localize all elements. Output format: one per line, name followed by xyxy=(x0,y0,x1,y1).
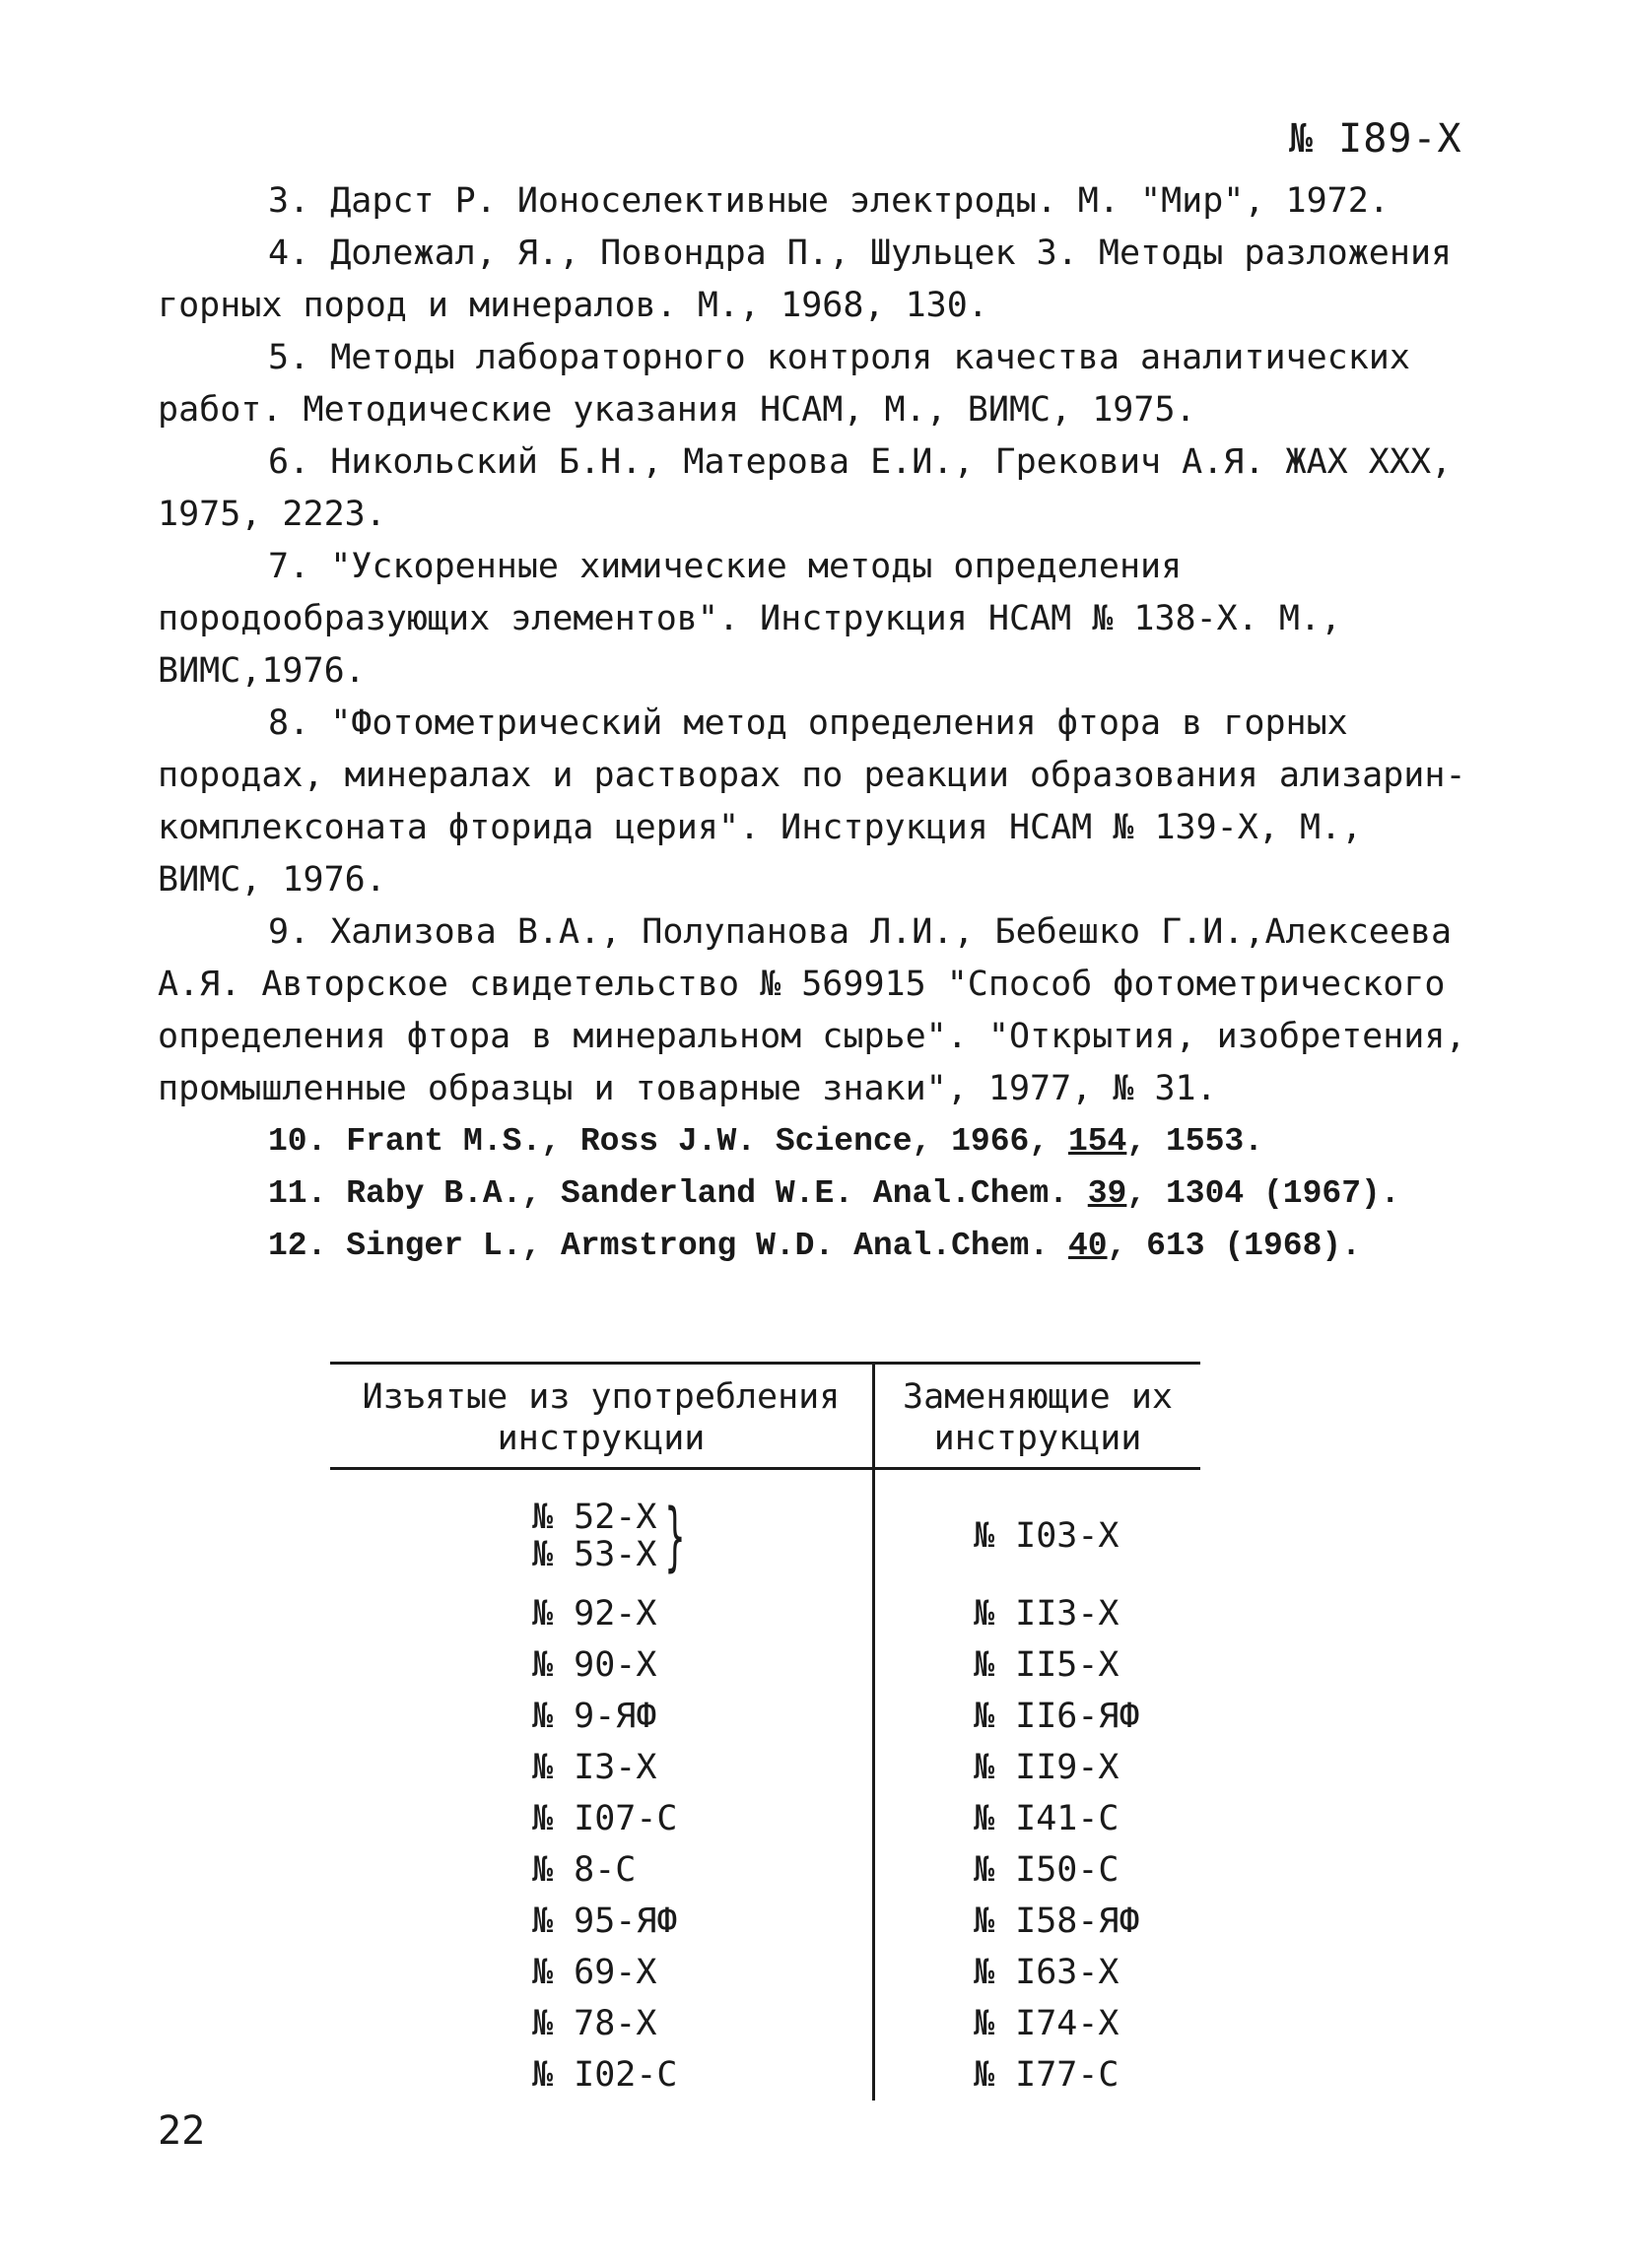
reference-citation: 11. Raby B.A., Sanderland W.E. Anal.Chem. xyxy=(268,1175,1088,1212)
reference-volume: 40 xyxy=(1067,1228,1108,1264)
table-row xyxy=(330,1691,1200,1742)
table-row xyxy=(330,1639,1200,1691)
replacement-cell: № II5-Х xyxy=(974,1645,1120,1685)
reference-item: 5. Методы лабораторного контроля качества аналитических работ. Методические указания НСАМ, М., ВИМС, 1975. xyxy=(158,338,1410,430)
reference-item-latin xyxy=(158,1115,1468,1167)
withdrawn-cell: № I02-С xyxy=(330,2049,874,2101)
replacement-cell: № I77-С xyxy=(974,2055,1120,2095)
replacement-cell: № I50-С xyxy=(974,1850,1120,1890)
reference-item: 6. Никольский Б.Н., Матерова Е.И., Грекович А.Я. ЖАХ XXX, 1975, 2223. xyxy=(158,442,1453,534)
reference-pages: , 1553. xyxy=(1126,1123,1263,1160)
reference-item: 4. Долежал, Я., Повондра П., Шульцек З. Методы разложения горных пород и минералов. М., 1968, 130. xyxy=(158,233,1453,325)
reference-list xyxy=(158,175,1468,1272)
reference-volume: 154 xyxy=(1067,1123,1127,1160)
reference-citation: 12. Singer L., Armstrong W.D. Anal.Chem. xyxy=(268,1228,1068,1264)
reference-volume: 39 xyxy=(1087,1175,1127,1212)
document-number: № I89-X xyxy=(1289,116,1462,162)
table-row xyxy=(330,2049,1200,2101)
withdrawn-cell xyxy=(330,1469,874,1589)
replacement-column-header: Заменяющие их инструкции xyxy=(874,1364,1201,1469)
replacement-table xyxy=(330,1362,1200,2101)
withdrawn-cell: № 8-С xyxy=(330,1844,874,1896)
reference-item: 7. "Ускоренные химические методы определения породообразующих элементов". Инструкция НСАМ № 138-Х. М., ВИМС,1976. xyxy=(158,547,1342,691)
reference-item: 9. Хализова В.А., Полупанова Л.И., Бебешко Г.И.,Алексеева А.Я. Авторское свидетельство № 569915 "Способ фотометрического определения фтора в минеральном сырье". "Открытия, изобретения, промышленные образцы и товарные знаки", 1977, № 31. xyxy=(158,912,1466,1108)
table-row xyxy=(330,1998,1200,2049)
withdrawn-value: № 52-Х xyxy=(532,1498,657,1537)
withdrawn-cell: № I3-Х xyxy=(330,1742,874,1793)
reference-pages: , 1304 (1967). xyxy=(1126,1175,1400,1212)
table-row xyxy=(330,1469,1200,1589)
replacement-cell: № I74-Х xyxy=(974,2004,1120,2043)
withdrawn-value: № 53-Х xyxy=(532,1535,657,1574)
withdrawn-cell: № 95-ЯФ xyxy=(330,1896,874,1947)
reference-item: 3. Дарст Р. Ионоселективные электроды. М. "Мир", 1972. xyxy=(268,181,1390,221)
withdrawn-cell: № 92-Х xyxy=(330,1588,874,1639)
withdrawn-pair xyxy=(532,1499,656,1573)
page-number: 22 xyxy=(158,2108,206,2154)
table-row xyxy=(330,1947,1200,1998)
reference-citation: 10. Frant M.S., Ross J.W. Science, 1966, xyxy=(268,1123,1068,1160)
reference-item: 8. "Фотометрический метод определения фтора в горных породах, минералах и растворах по реакции образования ализарин-комплексоната фторида церия". Инструкция НСАМ № 139-Х, М., ВИМС, 1976. xyxy=(158,703,1466,900)
table-row xyxy=(330,1793,1200,1844)
replacement-cell: № II6-ЯФ xyxy=(974,1697,1140,1736)
withdrawn-cell: № I07-С xyxy=(330,1793,874,1844)
table-row xyxy=(330,1896,1200,1947)
reference-pages: , 613 (1968). xyxy=(1107,1228,1361,1264)
replacement-cell: № II9-Х xyxy=(974,1748,1120,1787)
replacement-cell: № I63-Х xyxy=(974,1953,1120,1992)
withdrawn-cell: № 9-ЯФ xyxy=(330,1691,874,1742)
replacement-cell: № I41-С xyxy=(974,1799,1120,1838)
withdrawn-cell: № 69-Х xyxy=(330,1947,874,1998)
withdrawn-cell: № 90-Х xyxy=(330,1639,874,1691)
replacement-cell: № I58-ЯФ xyxy=(974,1901,1140,1941)
table-row xyxy=(330,1844,1200,1896)
table-row xyxy=(330,1588,1200,1639)
reference-item-latin xyxy=(158,1167,1468,1220)
withdrawn-column-header: Изъятые из употребления инструкции xyxy=(330,1364,874,1469)
replacement-cell: № II3-Х xyxy=(974,1594,1120,1634)
table-header-row xyxy=(330,1364,1200,1469)
curly-brace-icon: } xyxy=(665,1492,686,1579)
table-row xyxy=(330,1742,1200,1793)
withdrawn-cell: № 78-Х xyxy=(330,1998,874,2049)
replacement-cell: № I03-Х xyxy=(974,1516,1120,1556)
reference-item-latin xyxy=(158,1220,1468,1272)
